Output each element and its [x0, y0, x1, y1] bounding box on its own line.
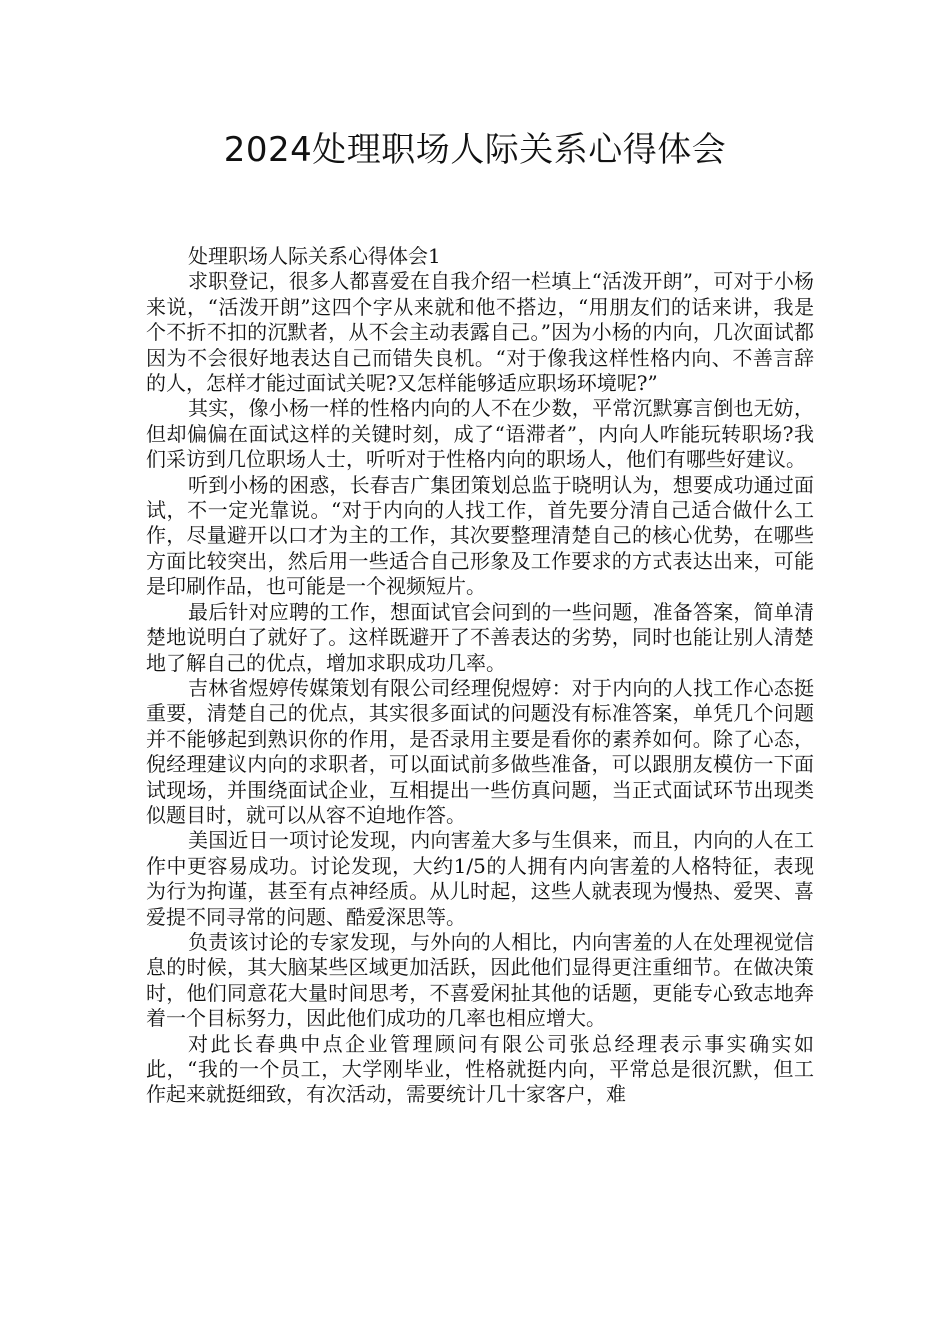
section-heading: 处理职场人际关系心得体会1: [188, 244, 441, 268]
document-title: 2024处理职场人际关系心得体会: [223, 130, 727, 170]
paragraph-5: 吉林省煜婷传媒策划有限公司经理倪煜婷：对于内向的人找工作心态挺重要，清楚自己的优点，其实很多面试的问题没有标准答案，单凭几个问题并不能够起到熟识你的作用，是否录用主要是看你的素养如何。除了心态，倪经理建议内向的求职者，可以面试前多做些准备，可以跟朋友模仿一下面试现场，并围绕面试企业，互相提出一些仿真问题，当正式面试环节出现类似题目时，就可以从容不迫地作答。: [146, 675, 814, 827]
paragraph-8: 对此长春典中点企业管理顾问有限公司张总经理表示事实确实如此，“我的一个员工，大学刚毕业，性格就挺内向，平常总是很沉默，但工作起来就挺细致，有次活动，需要统计几十家客户，难: [146, 1031, 814, 1107]
paragraph-1: 求职登记，很多人都喜爱在自我介绍一栏填上“活泼开朗”，可对于小杨来说，“活泼开朗”这四个字从来就和他不搭边，“用朋友们的话来讲，我是个不折不扣的沉默者，从不会主动表露自己。”因为小杨的内向，几次面试都因为不会很好地表达自己而错失良机。“对于像我这样性格内向、不善言辞的人，怎样才能过面试关呢?又怎样能够适应职场环境呢?”: [146, 269, 814, 396]
paragraph-2: 其实，像小杨一样的性格内向的人不在少数，平常沉默寡言倒也无妨，但却偏偏在面试这样的关键时刻，成了“语滞者”，内向人咋能玩转职场?我们采访到几位职场人士，听听对于性格内向的职场人，他们有哪些好建议。: [146, 396, 814, 472]
document-body: [146, 244, 814, 1108]
paragraph-4: 最后针对应聘的工作，想面试官会问到的一些问题，准备答案，简单清楚地说明白了就好了。这样既避开了不善表达的劣势，同时也能让别人清楚地了解自己的优点，增加求职成功几率。: [146, 599, 814, 675]
paragraph-7: 负责该讨论的专家发现，与外向的人相比，内向害羞的人在处理视觉信息的时候，其大脑某些区域更加活跃，因此他们显得更注重细节。在做决策时，他们同意花大量时间思考，不喜爱闲扯其他的话题，更能专心致志地奔着一个目标努力，因此他们成功的几率也相应增大。: [146, 929, 814, 1031]
paragraph-3: 听到小杨的困惑，长春吉广集团策划总监于晓明认为，想要成功通过面试，不一定光靠说。“对于内向的人找工作，首先要分清自己适合做什么工作，尽量避开以口才为主的工作，其次要整理清楚自己的核心优势，在哪些方面比较突出，然后用一些适合自己形象及工作要求的方式表达出来，可能是印刷作品，也可能是一个视频短片。: [146, 472, 814, 599]
paragraph-6: 美国近日一项讨论发现，内向害羞大多与生俱来，而且，内向的人在工作中更容易成功。讨论发现，大约1/5的人拥有内向害羞的人格特征，表现为行为拘谨，甚至有点神经质。从儿时起，这些人就表现为慢热、爱哭、喜爱提不同寻常的问题、酷爱深思等。: [146, 828, 814, 929]
